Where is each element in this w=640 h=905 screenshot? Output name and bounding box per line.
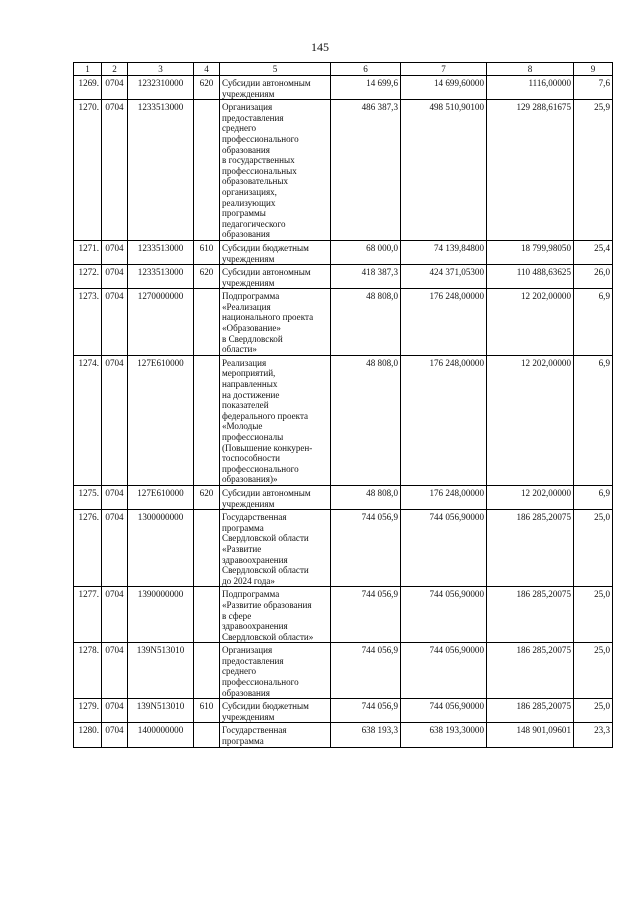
- header-col-7: 7: [401, 63, 487, 76]
- name-line: образования: [222, 229, 270, 240]
- expense-type-cell: [194, 100, 220, 241]
- amount-col8-cell: 12 202,00000: [487, 355, 574, 485]
- article-code-cell: 1400000000: [128, 723, 194, 747]
- name-line: Свердловской области: [222, 565, 309, 576]
- header-col-5: 5: [220, 63, 331, 76]
- name-line: реализующих: [222, 197, 276, 208]
- name-line: программа: [222, 522, 264, 533]
- expense-type-cell: 620: [194, 265, 220, 289]
- header-col-6: 6: [331, 63, 401, 76]
- article-code-cell: 139N513010: [128, 643, 194, 699]
- name-line: Свердловской области»: [222, 631, 314, 642]
- row-number-cell: 1278.: [74, 643, 102, 699]
- expense-type-cell: 620: [194, 485, 220, 509]
- amount-col8-cell: 18 799,98050: [487, 240, 574, 264]
- percent-cell: 6,9: [574, 485, 613, 509]
- row-number-cell: 1269.: [74, 76, 102, 100]
- page-number: 145: [311, 40, 329, 54]
- table-header: [74, 63, 613, 76]
- amount-col6-cell: 48 808,0: [331, 355, 401, 485]
- amount-col6-cell: 48 808,0: [331, 485, 401, 509]
- section-code-cell: 0704: [102, 643, 128, 699]
- amount-col7-cell: 14 699,60000: [401, 76, 487, 100]
- name-line: мероприятий,: [222, 368, 276, 379]
- percent-cell: 7,6: [574, 76, 613, 100]
- name-line: организациях,: [222, 186, 277, 197]
- percent-cell: 6,9: [574, 289, 613, 356]
- name-line: «Развитие: [222, 543, 262, 554]
- amount-col8-cell: 129 288,61675: [487, 100, 574, 241]
- name-line: образования: [222, 687, 270, 698]
- name-line: федерального проекта: [222, 410, 309, 421]
- table-row: [74, 510, 613, 587]
- table-row: [74, 643, 613, 699]
- expense-type-cell: [194, 510, 220, 587]
- table-row: [74, 485, 613, 509]
- amount-col8-cell: 186 285,20075: [487, 643, 574, 699]
- row-number-cell: 1274.: [74, 355, 102, 485]
- article-code-cell: 1390000000: [128, 587, 194, 643]
- percent-cell: 25,0: [574, 510, 613, 587]
- header-col-1: 1: [74, 63, 102, 76]
- name-line: Субсидии бюджетным: [222, 242, 309, 253]
- name-line: Организация: [222, 645, 273, 656]
- amount-col7-cell: 176 248,00000: [401, 289, 487, 356]
- name-cell: [220, 289, 331, 356]
- amount-col8-cell: 148 901,09601: [487, 723, 574, 747]
- name-line: программы: [222, 208, 266, 219]
- section-code-cell: 0704: [102, 510, 128, 587]
- section-code-cell: 0704: [102, 699, 128, 723]
- name-line: профессионального: [222, 463, 299, 474]
- row-number-cell: 1280.: [74, 723, 102, 747]
- percent-cell: 25,0: [574, 643, 613, 699]
- section-code-cell: 0704: [102, 485, 128, 509]
- name-line: образования: [222, 144, 270, 155]
- expense-type-cell: [194, 355, 220, 485]
- expense-type-cell: [194, 587, 220, 643]
- name-line: Реализация: [222, 357, 267, 368]
- amount-col7-cell: 74 139,84800: [401, 240, 487, 264]
- name-line: предоставления: [222, 112, 284, 123]
- section-code-cell: 0704: [102, 723, 128, 747]
- percent-cell: 23,3: [574, 723, 613, 747]
- name-cell: [220, 723, 331, 747]
- row-number-cell: 1276.: [74, 510, 102, 587]
- name-line: программа: [222, 736, 264, 747]
- name-line: среднего: [222, 666, 257, 677]
- amount-col6-cell: 68 000,0: [331, 240, 401, 264]
- expense-type-cell: [194, 643, 220, 699]
- name-line: в сфере: [222, 610, 252, 621]
- name-line: «Реализация: [222, 301, 271, 312]
- name-cell: [220, 240, 331, 264]
- article-code-cell: 1300000000: [128, 510, 194, 587]
- table-row: [74, 265, 613, 289]
- name-cell: [220, 265, 331, 289]
- header-col-9: 9: [574, 63, 613, 76]
- name-line: национального проекта: [222, 312, 314, 323]
- section-code-cell: 0704: [102, 265, 128, 289]
- table-body: [74, 76, 613, 748]
- row-number-cell: 1271.: [74, 240, 102, 264]
- name-line: «Образование»: [222, 323, 281, 334]
- name-line: Субсидии автономным: [222, 487, 311, 498]
- percent-cell: 6,9: [574, 355, 613, 485]
- row-number-cell: 1272.: [74, 265, 102, 289]
- amount-col6-cell: 744 056,9: [331, 587, 401, 643]
- amount-col7-cell: 744 056,90000: [401, 587, 487, 643]
- name-line: учреждениям: [222, 253, 275, 264]
- name-line: предоставления: [222, 655, 284, 666]
- amount-col7-cell: 638 193,30000: [401, 723, 487, 747]
- section-code-cell: 0704: [102, 76, 128, 100]
- name-line: на достижение: [222, 389, 280, 400]
- amount-col7-cell: 744 056,90000: [401, 699, 487, 723]
- name-line: здравоохранения: [222, 621, 288, 632]
- amount-col6-cell: 14 699,6: [331, 76, 401, 100]
- amount-col8-cell: 1116,00000: [487, 76, 574, 100]
- amount-col7-cell: 176 248,00000: [401, 355, 487, 485]
- section-code-cell: 0704: [102, 240, 128, 264]
- name-cell: [220, 643, 331, 699]
- name-line: профессиональных: [222, 165, 297, 176]
- name-line: области»: [222, 344, 257, 355]
- table-row: [74, 723, 613, 747]
- amount-col6-cell: 418 387,3: [331, 265, 401, 289]
- header-col-8: 8: [487, 63, 574, 76]
- percent-cell: 25,0: [574, 699, 613, 723]
- name-line: Организация: [222, 102, 273, 113]
- name-cell: [220, 699, 331, 723]
- name-line: в Свердловской: [222, 333, 283, 344]
- amount-col8-cell: 12 202,00000: [487, 485, 574, 509]
- amount-col7-cell: 744 056,90000: [401, 510, 487, 587]
- name-line: Свердловской области: [222, 533, 309, 544]
- section-code-cell: 0704: [102, 100, 128, 241]
- name-line: педагогического: [222, 218, 286, 229]
- name-cell: [220, 76, 331, 100]
- expense-type-cell: [194, 289, 220, 356]
- name-line: учреждениям: [222, 88, 275, 99]
- expense-type-cell: 620: [194, 76, 220, 100]
- name-line: «Молодые: [222, 421, 263, 432]
- header-col-4: 4: [194, 63, 220, 76]
- name-line: Субсидии автономным: [222, 267, 311, 278]
- name-line: профессионального: [222, 133, 299, 144]
- percent-cell: 25,9: [574, 100, 613, 241]
- name-line: (Повышение конкурен-: [222, 442, 313, 453]
- amount-col6-cell: 744 056,9: [331, 643, 401, 699]
- name-line: Государственная: [222, 512, 287, 523]
- amount-col7-cell: 176 248,00000: [401, 485, 487, 509]
- name-line: «Развитие образования: [222, 599, 312, 610]
- article-code-cell: 139N513010: [128, 699, 194, 723]
- name-cell: [220, 510, 331, 587]
- name-cell: [220, 587, 331, 643]
- row-number-cell: 1279.: [74, 699, 102, 723]
- table-row: [74, 76, 613, 100]
- amount-col8-cell: 186 285,20075: [487, 510, 574, 587]
- amount-col8-cell: 186 285,20075: [487, 699, 574, 723]
- percent-cell: 25,4: [574, 240, 613, 264]
- amount-col6-cell: 486 387,3: [331, 100, 401, 241]
- name-line: направленных: [222, 379, 278, 390]
- name-line: Субсидии бюджетным: [222, 701, 309, 712]
- section-code-cell: 0704: [102, 587, 128, 643]
- table-row: [74, 355, 613, 485]
- amount-col6-cell: 744 056,9: [331, 699, 401, 723]
- article-code-cell: 1233513000: [128, 265, 194, 289]
- name-cell: [220, 485, 331, 509]
- percent-cell: 26,0: [574, 265, 613, 289]
- amount-col8-cell: 186 285,20075: [487, 587, 574, 643]
- table-row: [74, 587, 613, 643]
- article-code-cell: 1233513000: [128, 240, 194, 264]
- name-line: до 2024 года»: [222, 575, 275, 586]
- article-code-cell: 127E610000: [128, 485, 194, 509]
- name-line: учреждениям: [222, 277, 275, 288]
- name-line: Государственная: [222, 725, 287, 736]
- article-code-cell: 1270000000: [128, 289, 194, 356]
- name-line: в государственных: [222, 155, 295, 166]
- row-number-cell: 1270.: [74, 100, 102, 241]
- table-row: [74, 289, 613, 356]
- expense-type-cell: 610: [194, 699, 220, 723]
- name-line: учреждениям: [222, 498, 275, 509]
- name-line: учреждениям: [222, 711, 275, 722]
- name-line: образования)»: [222, 474, 278, 485]
- name-line: тоспособности: [222, 453, 281, 464]
- name-line: Субсидии автономным: [222, 78, 311, 88]
- name-line: Подпрограмма: [222, 291, 280, 302]
- name-line: образовательных: [222, 176, 289, 187]
- row-number-cell: 1277.: [74, 587, 102, 643]
- amount-col6-cell: 744 056,9: [331, 510, 401, 587]
- article-code-cell: 1232310000: [128, 76, 194, 100]
- amount-col6-cell: 48 808,0: [331, 289, 401, 356]
- name-line: профессионального: [222, 677, 299, 688]
- percent-cell: 25,0: [574, 587, 613, 643]
- amount-col8-cell: 12 202,00000: [487, 289, 574, 356]
- header-col-3: 3: [128, 63, 194, 76]
- row-number-cell: 1275.: [74, 485, 102, 509]
- section-code-cell: 0704: [102, 289, 128, 356]
- amount-col7-cell: 424 371,05300: [401, 265, 487, 289]
- expense-type-cell: 610: [194, 240, 220, 264]
- amount-col7-cell: 498 510,90100: [401, 100, 487, 241]
- amount-col6-cell: 638 193,3: [331, 723, 401, 747]
- name-line: Подпрограмма: [222, 589, 280, 600]
- name-cell: [220, 100, 331, 241]
- table-row: [74, 699, 613, 723]
- table-row: [74, 240, 613, 264]
- expense-type-cell: [194, 723, 220, 747]
- name-line: профессионалы: [222, 432, 284, 442]
- name-line: среднего: [222, 123, 257, 134]
- row-number-cell: 1273.: [74, 289, 102, 356]
- article-code-cell: 1233513000: [128, 100, 194, 241]
- name-line: показателей: [222, 400, 269, 411]
- amount-col7-cell: 744 056,90000: [401, 643, 487, 699]
- header-col-2: 2: [102, 63, 128, 76]
- table-row: [74, 100, 613, 241]
- section-code-cell: 0704: [102, 355, 128, 485]
- budget-table: [73, 62, 613, 748]
- article-code-cell: 127E610000: [128, 355, 194, 485]
- name-cell: [220, 355, 331, 485]
- amount-col8-cell: 110 488,63625: [487, 265, 574, 289]
- header-row: [74, 63, 613, 76]
- name-line: здравоохранения: [222, 554, 288, 565]
